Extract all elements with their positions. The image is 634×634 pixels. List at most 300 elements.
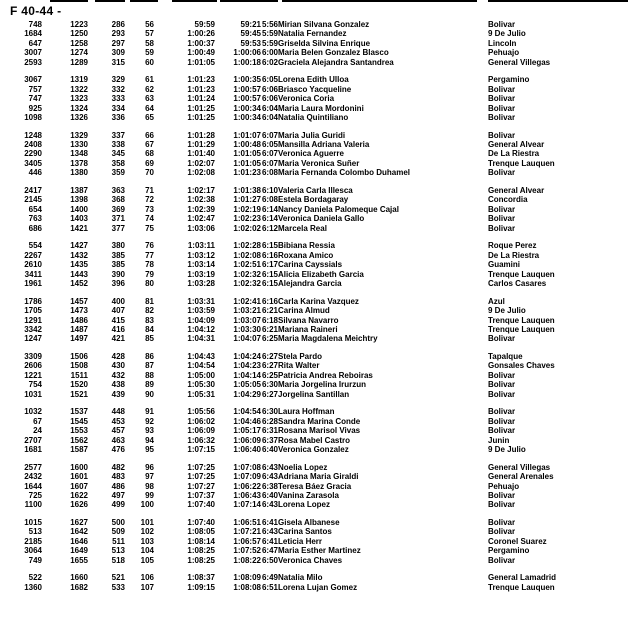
category-position: 72: [145, 195, 154, 205]
pace: 6:28: [261, 416, 278, 426]
gun-time: 1:00:37: [187, 38, 215, 48]
net-time: 1:02:51: [233, 260, 261, 270]
overall-position: 1330: [70, 140, 88, 150]
bib-number: 2707: [24, 435, 42, 445]
bib-number: 1291: [24, 315, 42, 325]
category-position: 62: [145, 84, 154, 94]
city: Trenque Lauquen: [488, 324, 555, 334]
bib-number: 2432: [24, 472, 42, 482]
gender-position: 380: [111, 241, 125, 251]
net-time: 1:04:54: [233, 407, 261, 417]
bib-number: 3064: [24, 546, 42, 556]
net-time: 59:45: [240, 29, 261, 39]
city: Pergamino: [488, 546, 530, 556]
overall-position: 1520: [70, 380, 88, 390]
result-row: [0, 186, 634, 195]
overall-position: 1398: [70, 195, 88, 205]
overall-position: 1607: [70, 481, 88, 491]
gender-position: 359: [111, 168, 125, 178]
result-row: [0, 361, 634, 370]
city: General Arenales: [488, 472, 554, 482]
gender-position: 415: [111, 315, 125, 325]
net-time: 1:04:24: [233, 352, 261, 362]
gun-time: 1:08:25: [187, 546, 215, 556]
bib-number: 522: [28, 573, 42, 583]
runner-name: Noelia Lopez: [278, 462, 328, 472]
overall-position: 1587: [70, 444, 88, 454]
category-position: 63: [145, 94, 154, 104]
header-rule-7: [282, 0, 477, 2]
gun-time: 1:06:09: [187, 426, 215, 436]
category-position: 90: [145, 389, 154, 399]
gender-position: 430: [111, 361, 125, 371]
net-time: 1:07:52: [233, 546, 261, 556]
net-time: 1:02:32: [233, 278, 261, 288]
category-position: 94: [145, 435, 154, 445]
runner-name: Lorena Lopez: [278, 500, 331, 510]
gun-time: 1:07:25: [187, 462, 215, 472]
bib-number: 2417: [24, 186, 42, 196]
gun-time: 1:08:25: [187, 555, 215, 565]
pace: 6:40: [261, 490, 278, 500]
net-time: 1:04:23: [233, 361, 261, 371]
overall-position: 1553: [70, 426, 88, 436]
category-position: 76: [145, 241, 154, 251]
city: Junin: [488, 435, 510, 445]
runner-name: Veronica Chaves: [278, 555, 343, 565]
category-position: 73: [145, 204, 154, 214]
category-position: 85: [145, 334, 154, 344]
city: Azul: [488, 296, 505, 306]
overall-position: 1545: [70, 416, 88, 426]
city: Trenque Lauquen: [488, 158, 555, 168]
city: 9 De Julio: [488, 306, 526, 316]
city: Bolivar: [488, 20, 516, 29]
overall-position: 1258: [70, 38, 88, 48]
gender-position: 511: [112, 536, 125, 546]
gender-position: 428: [111, 352, 125, 362]
city: Bolivar: [488, 518, 516, 528]
category-position: 105: [140, 555, 154, 565]
category-position: 78: [145, 260, 154, 270]
gun-time: 1:08:37: [187, 573, 215, 583]
net-time: 1:03:30: [233, 324, 261, 334]
gun-time: 1:01:25: [187, 103, 215, 113]
gun-time: 1:07:25: [187, 472, 215, 482]
pace: 6:14: [261, 214, 278, 224]
pace: 6:15: [261, 278, 278, 288]
bib-number: 2290: [24, 149, 42, 159]
result-row: [0, 75, 634, 84]
category-position: 103: [140, 536, 154, 546]
pace: 6:16: [261, 296, 278, 306]
result-row: [0, 371, 634, 380]
result-row: [0, 58, 634, 67]
pace: 6:43: [261, 527, 278, 537]
city: Bolivar: [488, 94, 516, 104]
net-time: 1:07:14: [233, 500, 261, 510]
pace: 6:41: [261, 518, 278, 528]
category-position: 69: [145, 158, 154, 168]
pace: 6:04: [261, 103, 278, 113]
pace: 6:14: [261, 204, 278, 214]
gun-time: 1:04:43: [187, 352, 215, 362]
city: Lincoln: [488, 38, 517, 48]
result-row: [0, 168, 634, 177]
gender-position: 385: [111, 250, 125, 260]
overall-position: 1660: [70, 573, 88, 583]
bib-number: 754: [28, 380, 42, 390]
net-time: 1:08:08: [233, 582, 261, 592]
pace: 6:04: [261, 112, 278, 122]
bib-number: 749: [28, 555, 42, 565]
gun-time: 1:05:56: [187, 407, 215, 417]
net-time: 1:07:09: [233, 472, 261, 482]
pace: 6:27: [261, 389, 278, 399]
category-position: 64: [145, 103, 154, 113]
result-row: [0, 407, 634, 416]
city: Bolivar: [488, 204, 516, 214]
net-time: 1:02:23: [233, 214, 261, 224]
net-time: 59:53: [240, 38, 261, 48]
pace: 6:25: [261, 370, 278, 380]
pace: 6:06: [261, 94, 278, 104]
header-rule-3: [130, 0, 158, 2]
result-row: [0, 29, 634, 38]
net-time: 1:02:41: [233, 296, 261, 306]
gender-position: 476: [111, 444, 125, 454]
gun-time: 1:02:07: [187, 158, 215, 168]
category-position: 60: [145, 57, 154, 67]
runner-name: Rita Walter: [278, 361, 320, 371]
result-row: [0, 445, 634, 454]
city: Bolivar: [488, 168, 516, 178]
net-time: 1:01:05: [233, 158, 261, 168]
bib-number: 2593: [24, 57, 42, 67]
net-time: 1:04:46: [233, 416, 261, 426]
result-row: [0, 417, 634, 426]
category-position: 100: [140, 500, 154, 510]
pace: 6:17: [261, 260, 278, 270]
gender-position: 439: [111, 389, 125, 399]
runner-name: Rosa Mabel Castro: [278, 435, 351, 445]
bib-number: 647: [28, 38, 42, 48]
gender-position: 368: [111, 195, 125, 205]
result-row: [0, 140, 634, 149]
gender-position: 400: [111, 296, 125, 306]
bib-number: 1015: [24, 518, 42, 528]
overall-position: 1521: [70, 389, 88, 399]
city: Coronel Suarez: [488, 536, 547, 546]
net-time: 1:01:07: [233, 130, 261, 140]
category-position: 57: [145, 29, 154, 39]
category-position: 104: [140, 546, 154, 556]
gun-time: 1:04:09: [187, 315, 215, 325]
net-time: 1:00:57: [233, 84, 261, 94]
group-spacer: [0, 344, 634, 352]
category-position: 106: [140, 573, 154, 583]
bib-number: 1100: [24, 500, 42, 510]
city: Bolivar: [488, 223, 516, 233]
runner-name: Veronica Coria: [278, 94, 335, 104]
overall-position: 1432: [70, 250, 88, 260]
group-spacer: [0, 454, 634, 462]
pace: 6:05: [261, 140, 278, 150]
city: Bolivar: [488, 334, 516, 344]
gender-position: 482: [111, 462, 125, 472]
net-time: 1:02:32: [233, 269, 261, 279]
net-time: 1:06:43: [233, 490, 261, 500]
category-position: 101: [140, 518, 154, 528]
bib-number: 2408: [24, 140, 42, 150]
bib-number: 2185: [24, 536, 42, 546]
overall-position: 1487: [70, 324, 88, 334]
overall-position: 1457: [70, 296, 88, 306]
pace: 6:15: [261, 269, 278, 279]
category-position: 88: [145, 370, 154, 380]
gender-position: 521: [111, 573, 125, 583]
overall-position: 1511: [70, 370, 88, 380]
gun-time: 1:07:15: [187, 444, 215, 454]
gender-position: 416: [111, 324, 125, 334]
gun-time: 1:03:59: [187, 306, 215, 316]
runner-name: Carina Almud: [278, 306, 330, 316]
overall-position: 1250: [70, 29, 88, 39]
runner-name: Jorgelina Santillan: [278, 389, 350, 399]
gun-time: 1:05:31: [187, 389, 215, 399]
gender-position: 432: [111, 370, 125, 380]
runner-name: Natalia Fernandez: [278, 29, 347, 39]
category-position: 61: [145, 75, 154, 85]
result-row: [0, 306, 634, 315]
gender-position: 293: [111, 29, 125, 39]
city: Bolivar: [488, 112, 516, 122]
group-spacer: [0, 288, 634, 296]
gun-time: 1:04:31: [187, 334, 215, 344]
overall-position: 1649: [70, 546, 88, 556]
bib-number: 2267: [24, 250, 42, 260]
category-position: 84: [145, 324, 154, 334]
overall-position: 1508: [70, 361, 88, 371]
gender-position: 329: [111, 75, 125, 85]
pace: 6:18: [261, 315, 278, 325]
overall-position: 1452: [70, 278, 88, 288]
result-row: [0, 482, 634, 491]
overall-position: 1642: [70, 527, 88, 537]
runner-name: Teresa Báez Gracia: [278, 481, 352, 491]
overall-position: 1537: [70, 407, 88, 417]
bib-number: 1031: [24, 389, 42, 399]
bib-number: 3067: [24, 75, 42, 85]
gender-position: 518: [111, 555, 125, 565]
pace: 6:43: [261, 472, 278, 482]
city: General Villegas: [488, 462, 551, 472]
gender-position: 396: [111, 278, 125, 288]
runner-name: Adriana Maria Giraldi: [278, 472, 359, 482]
city: General Villegas: [488, 57, 551, 67]
group-spacer: [0, 67, 634, 75]
overall-position: 1380: [70, 168, 88, 178]
result-row: [0, 426, 634, 435]
result-row: [0, 195, 634, 204]
net-time: 1:00:48: [233, 140, 261, 150]
net-time: 1:08:09: [233, 573, 261, 583]
category-position: 89: [145, 380, 154, 390]
overall-position: 1601: [70, 472, 88, 482]
gender-position: 315: [111, 57, 125, 67]
category-position: 68: [145, 149, 154, 159]
runner-name: Gisela Albanese: [278, 518, 340, 528]
category-position: 67: [145, 140, 154, 150]
pace: 6:49: [261, 573, 278, 583]
runner-name: Carina Cayssials: [278, 260, 343, 270]
city: Roque Perez: [488, 241, 537, 251]
city: Bolivar: [488, 490, 516, 500]
result-row: [0, 463, 634, 472]
net-time: 1:06:51: [233, 518, 261, 528]
category-position: 87: [145, 361, 154, 371]
net-time: 1:02:08: [233, 250, 261, 260]
bib-number: 1221: [24, 370, 42, 380]
runner-name: Laura Hoffman: [278, 407, 335, 417]
gender-position: 385: [111, 260, 125, 270]
bib-number: 2577: [24, 462, 42, 472]
overall-position: 1323: [70, 94, 88, 104]
bib-number: 2610: [24, 260, 42, 270]
pace: 6:43: [261, 500, 278, 510]
runner-name: Natalia Quintiliano: [278, 112, 349, 122]
category-position: 81: [145, 296, 154, 306]
city: Tapalque: [488, 352, 523, 362]
runner-name: Maria Jorgelina Irurzun: [278, 380, 367, 390]
city: Trenque Lauquen: [488, 315, 555, 325]
city: Bolivar: [488, 103, 516, 113]
overall-position: 1497: [70, 334, 88, 344]
city: Trenque Lauquen: [488, 582, 555, 592]
runner-name: Briasco Yacqueline: [278, 84, 352, 94]
pace: 6:21: [261, 306, 278, 316]
pace: 6:08: [261, 195, 278, 205]
bib-number: 1247: [24, 334, 42, 344]
pace: 6:27: [261, 352, 278, 362]
pace: 6:07: [261, 149, 278, 159]
city: Bolivar: [488, 380, 516, 390]
overall-position: 1387: [70, 186, 88, 196]
category-position: 102: [140, 527, 154, 537]
runner-name: Maria Belen Gonzalez Blasco: [278, 48, 389, 58]
net-time: 1:01:05: [233, 149, 261, 159]
header-rule-1: [50, 0, 88, 2]
gun-time: 1:03:11: [187, 241, 215, 251]
pace: 6:00: [261, 48, 278, 58]
bib-number: 1705: [24, 306, 42, 316]
gender-position: 358: [111, 158, 125, 168]
pace: 6:43: [261, 462, 278, 472]
runner-name: Maria Magdalena Meichtry: [278, 334, 378, 344]
pace: 6:38: [261, 481, 278, 491]
gender-position: 407: [111, 306, 125, 316]
gender-position: 499: [111, 500, 125, 510]
result-row: [0, 380, 634, 389]
gender-position: 363: [111, 186, 125, 196]
category-position: 98: [145, 481, 154, 491]
category-position: 80: [145, 278, 154, 288]
gun-time: 1:01:28: [187, 130, 215, 140]
net-time: 1:03:21: [233, 306, 261, 316]
runner-name: Alicia Elizabeth Garcia: [278, 269, 364, 279]
gender-position: 453: [111, 416, 125, 426]
gender-position: 345: [111, 149, 125, 159]
gun-time: 1:01:24: [187, 94, 215, 104]
category-position: 97: [145, 472, 154, 482]
gender-position: 371: [111, 214, 125, 224]
bib-number: 1786: [24, 296, 42, 306]
city: Pehuajo: [488, 48, 520, 58]
category-position: 58: [145, 38, 154, 48]
gender-position: 338: [111, 140, 125, 150]
gender-position: 333: [111, 94, 125, 104]
result-row: [0, 546, 634, 555]
pace: 6:10: [261, 186, 278, 196]
runner-name: Carla Karina Vazquez: [278, 296, 359, 306]
city: General Lamadrid: [488, 573, 557, 583]
gender-position: 513: [111, 546, 125, 556]
group-spacer: [0, 510, 634, 518]
pace: 6:07: [261, 130, 278, 140]
pace: 6:12: [261, 223, 278, 233]
net-time: 1:00:18: [233, 57, 261, 67]
city: Bolivar: [488, 130, 516, 140]
gun-time: 1:08:14: [187, 536, 215, 546]
bib-number: 1644: [24, 481, 42, 491]
runner-name: Veronica Daniela Gallo: [278, 214, 365, 224]
gun-time: 1:09:15: [187, 582, 215, 592]
overall-position: 1646: [70, 536, 88, 546]
gun-time: 1:02:39: [187, 204, 215, 214]
pace: 6:08: [261, 168, 278, 178]
header-rule-8: [488, 0, 628, 2]
result-row: [0, 390, 634, 399]
pace: 5:59: [261, 38, 278, 48]
bib-number: 763: [28, 214, 42, 224]
overall-position: 1223: [70, 20, 88, 29]
net-time: 1:04:07: [233, 334, 261, 344]
overall-position: 1348: [70, 149, 88, 159]
category-position: 92: [145, 416, 154, 426]
gun-time: 1:03:31: [187, 296, 215, 306]
result-row: [0, 214, 634, 223]
bib-number: 67: [33, 416, 42, 426]
category-position: 65: [145, 112, 154, 122]
net-time: 1:05:05: [233, 380, 261, 390]
bib-number: 1961: [24, 278, 42, 288]
gun-time: 1:06:02: [187, 416, 215, 426]
net-time: 1:07:21: [233, 527, 261, 537]
runner-name: Mansilla Adriana Valeria: [278, 140, 370, 150]
net-time: 1:08:22: [233, 555, 261, 565]
net-time: 1:04:14: [233, 370, 261, 380]
overall-position: 1626: [70, 500, 88, 510]
result-row: [0, 113, 634, 122]
city: Bolivar: [488, 84, 516, 94]
overall-position: 1329: [70, 130, 88, 140]
category-position: 93: [145, 426, 154, 436]
header-rule-6: [248, 0, 278, 2]
gun-time: 1:06:32: [187, 435, 215, 445]
result-row: [0, 131, 634, 140]
result-row: [0, 104, 634, 113]
pace: 6:37: [261, 435, 278, 445]
